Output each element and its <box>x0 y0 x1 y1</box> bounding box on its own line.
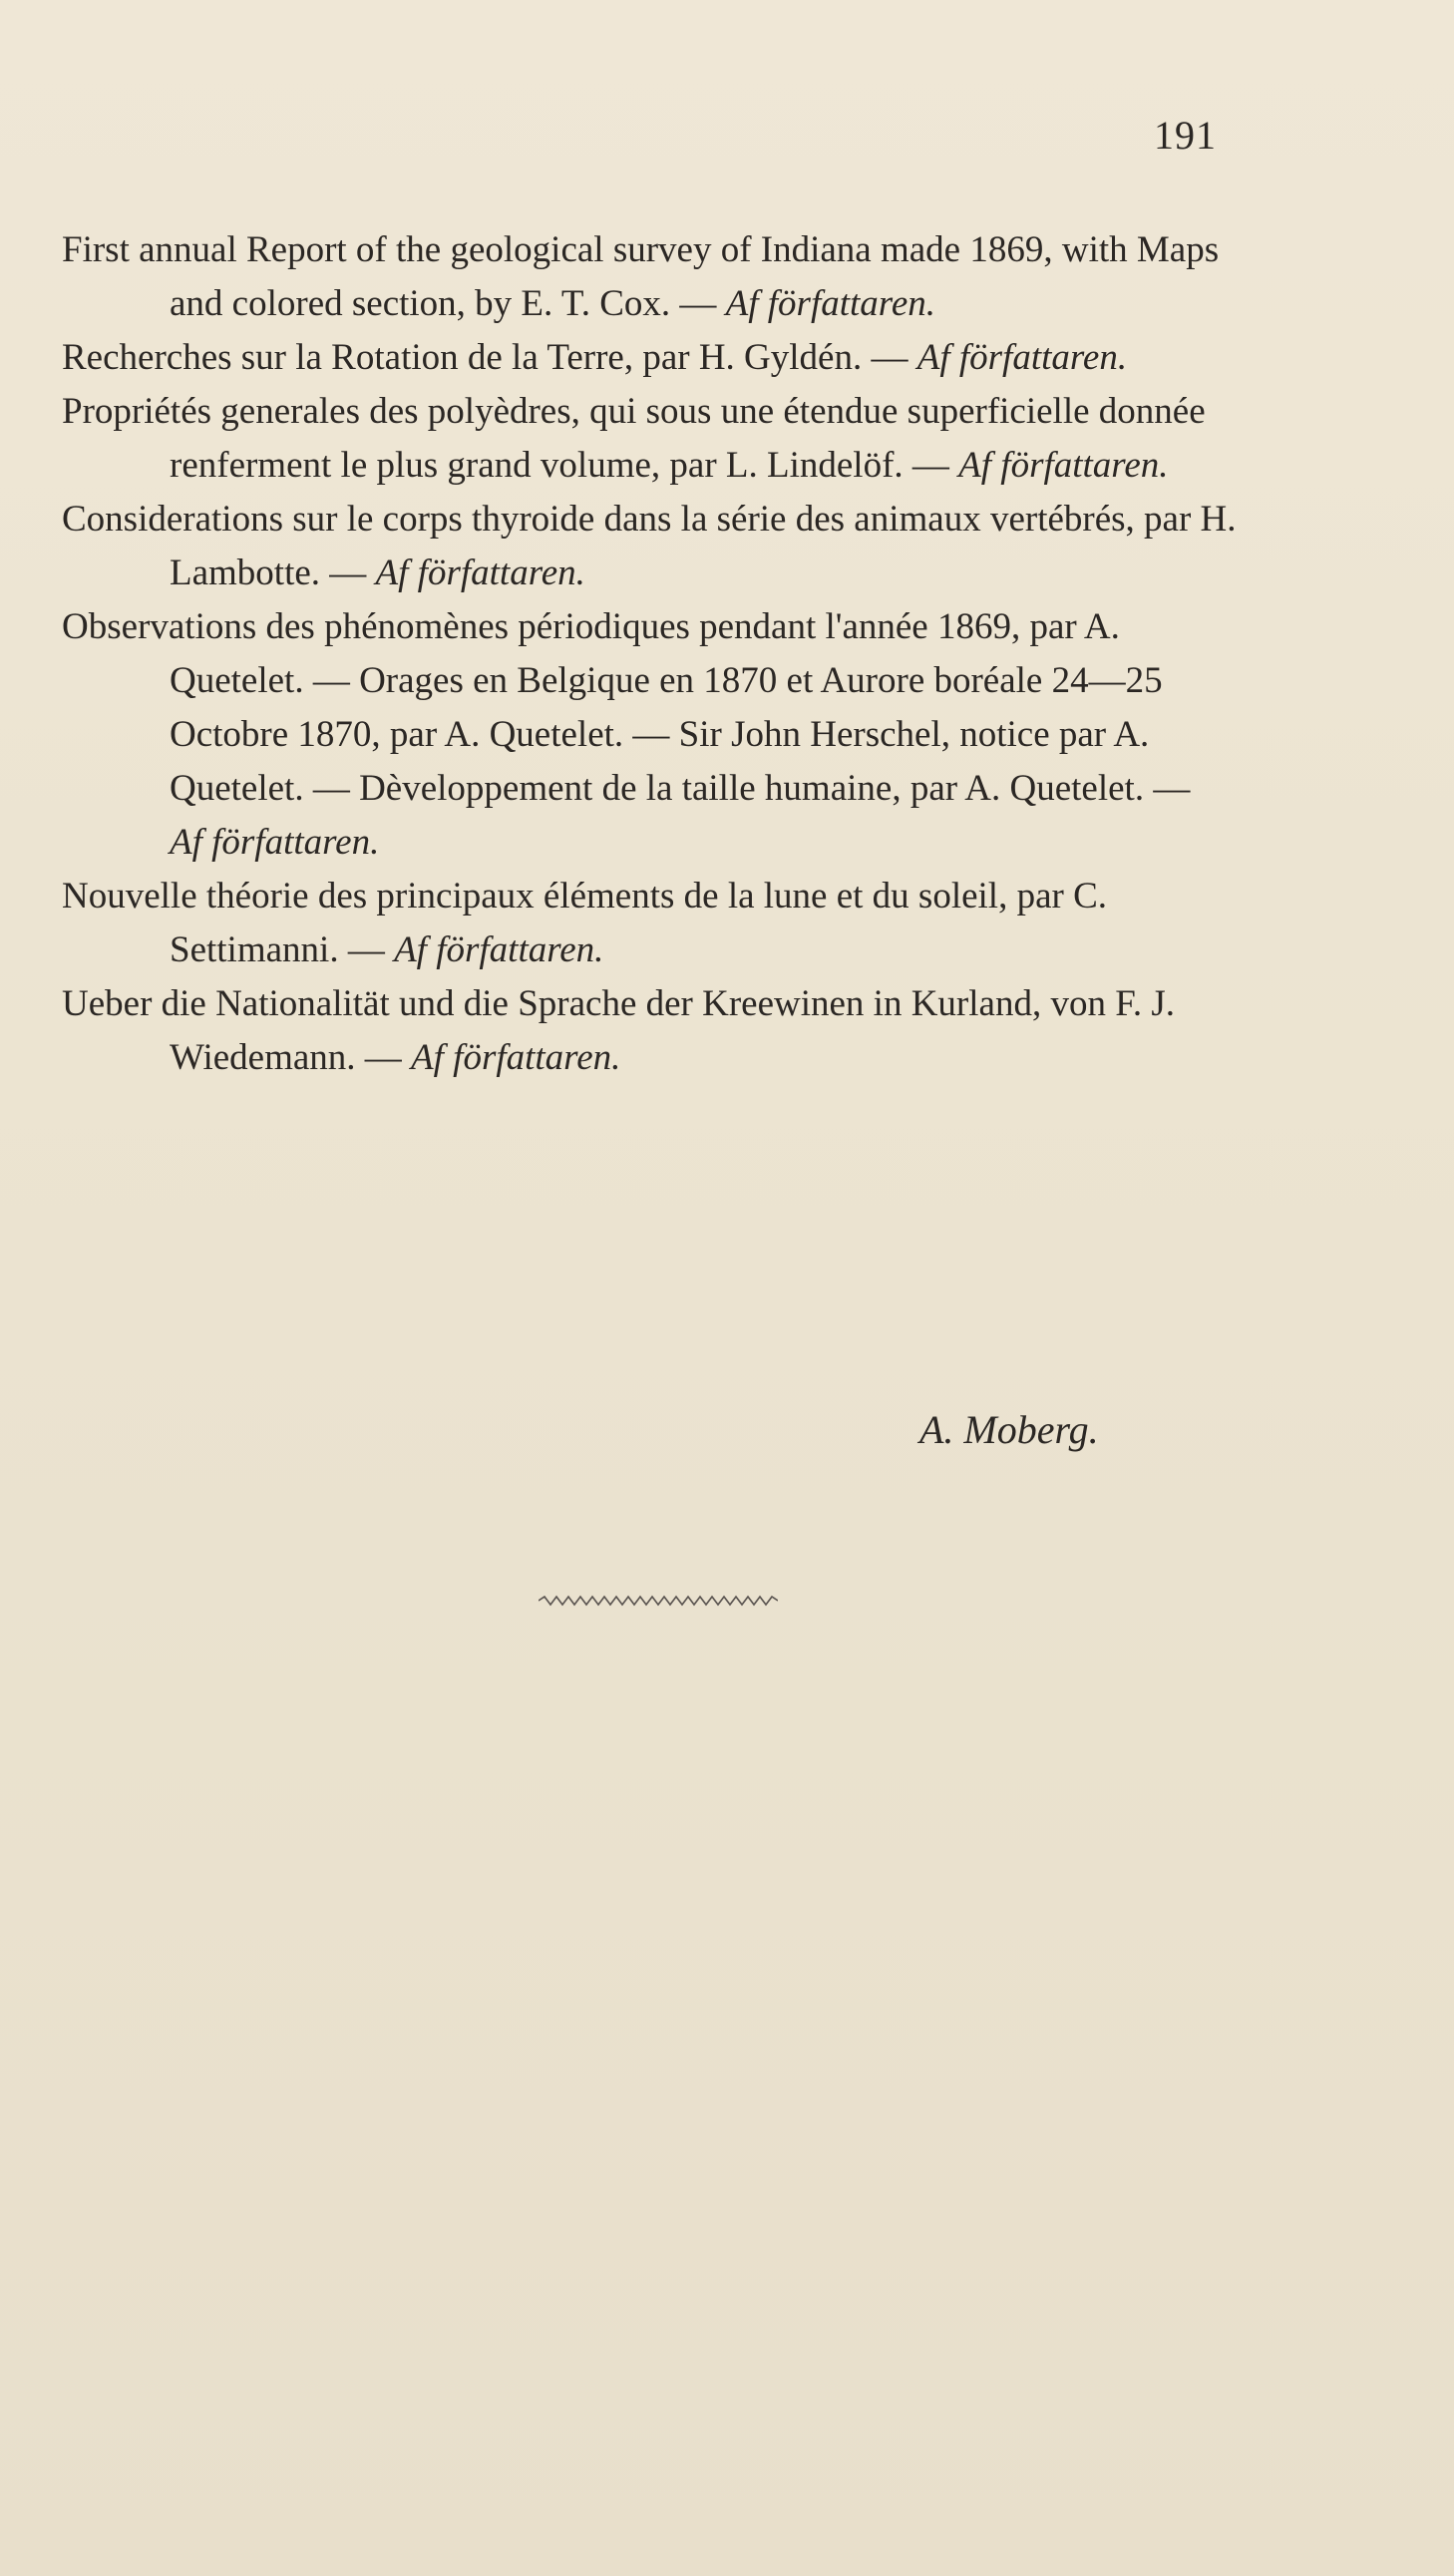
accession-list <box>62 223 1259 1085</box>
list-item <box>62 600 1259 870</box>
entry-donor: Af författaren. <box>394 929 604 970</box>
entry-text: Considerations sur le corps thyroide dans la série des animaux vertébrés, par H. Lambotte. — <box>62 499 1237 593</box>
page-number: 191 <box>1154 113 1217 158</box>
entry-donor: Af författaren. <box>375 552 585 593</box>
signature: A. Moberg. <box>919 1407 1099 1452</box>
list-item <box>62 493 1259 600</box>
entry-text: Propriétés generales des polyèdres, qui sous une étendue superficielle donnée renferment le plus grand volume, par L. Lindelöf. — <box>62 391 1206 486</box>
entry-text: Observations des phénomènes périodiques pendant l'année 1869, par A. Quetelet. — Orages en Belgique en 1870 et Aurore boréale 24—25 Octobre 1870, par A. Quetelet. — Sir John Herschel, notice par A. Quetelet. — Dèveloppement de la taille humaine, par A. Quetelet. — <box>62 606 1191 809</box>
entry-text: Recherches sur la Rotation de la Terre, par H. Gyldén. — <box>62 337 917 378</box>
list-item <box>62 977 1259 1085</box>
list-item <box>62 870 1259 977</box>
ornamental-divider <box>539 1594 778 1608</box>
list-item <box>62 385 1259 493</box>
list-item <box>62 223 1259 331</box>
entry-text: Ueber die Nationalität und die Sprache der Kreewinen in Kurland, von F. J. Wiedemann. — <box>62 983 1175 1078</box>
entry-donor: Af författaren. <box>958 445 1169 486</box>
entry-donor: Af författaren. <box>170 822 380 863</box>
entry-donor: Af författaren. <box>725 283 935 324</box>
entry-donor: Af författaren. <box>916 337 1128 378</box>
entry-donor: Af författaren. <box>411 1037 621 1078</box>
entry-text: First annual Report of the geological survey of Indiana made 1869, with Maps and colored section, by E. T. Cox. — <box>62 229 1220 324</box>
entry-text: Nouvelle théorie des principaux éléments de la lune et du soleil, par C. Settimanni. — <box>62 876 1108 970</box>
list-item <box>62 331 1259 385</box>
